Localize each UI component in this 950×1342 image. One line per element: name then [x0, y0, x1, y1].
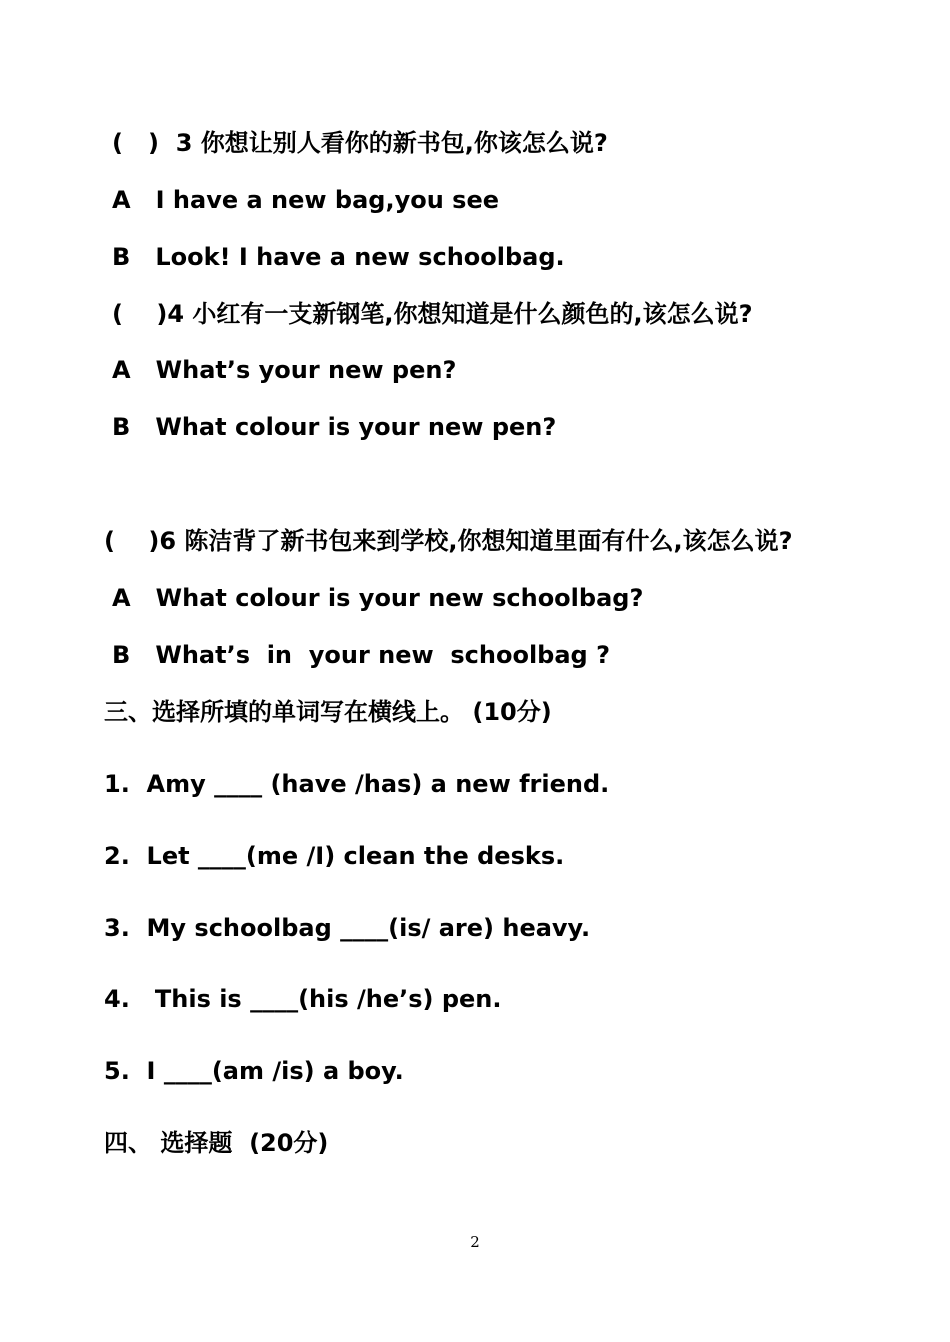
section-4-heading: 四、 选择题 (20分) [104, 1129, 329, 1157]
question-6-prompt: ( )6 陈洁背了新书包来到学校,你想知道里面有什么,该怎么说? [104, 527, 793, 555]
question-3-option-a: A I have a new bag,you see [112, 186, 500, 214]
question-3-prompt: ( ) 3 你想让别人看你的新书包,你该怎么说? [112, 129, 608, 157]
question-4-option-a: A What’s your new pen? [112, 356, 457, 384]
question-3-option-b: B Look! I have a new schoolbag. [112, 243, 565, 271]
section-3-item: 3. My schoolbag ____(is/ are) heavy. [104, 914, 591, 942]
question-4-prompt: ( )4 小红有一支新钢笔,你想知道是什么颜色的,该怎么说? [112, 300, 753, 328]
question-6-option-b: B What’s in your new schoolbag ? [112, 641, 611, 669]
section-3-item: 2. Let ____(me /I) clean the desks. [104, 842, 565, 870]
page-number: 2 [470, 1233, 480, 1251]
section-3-item: 5. I ____(am /is) a boy. [104, 1057, 404, 1085]
section-3-item: 1. Amy ____ (have /has) a new friend. [104, 770, 610, 798]
question-6-option-a: A What colour is your new schoolbag? [112, 584, 644, 612]
section-3-heading: 三、选择所填的单词写在横线上。 (10分) [104, 698, 552, 726]
section-3-item: 4. This is ____(his /he’s) pen. [104, 985, 502, 1013]
question-4-option-b: B What colour is your new pen? [112, 413, 557, 441]
